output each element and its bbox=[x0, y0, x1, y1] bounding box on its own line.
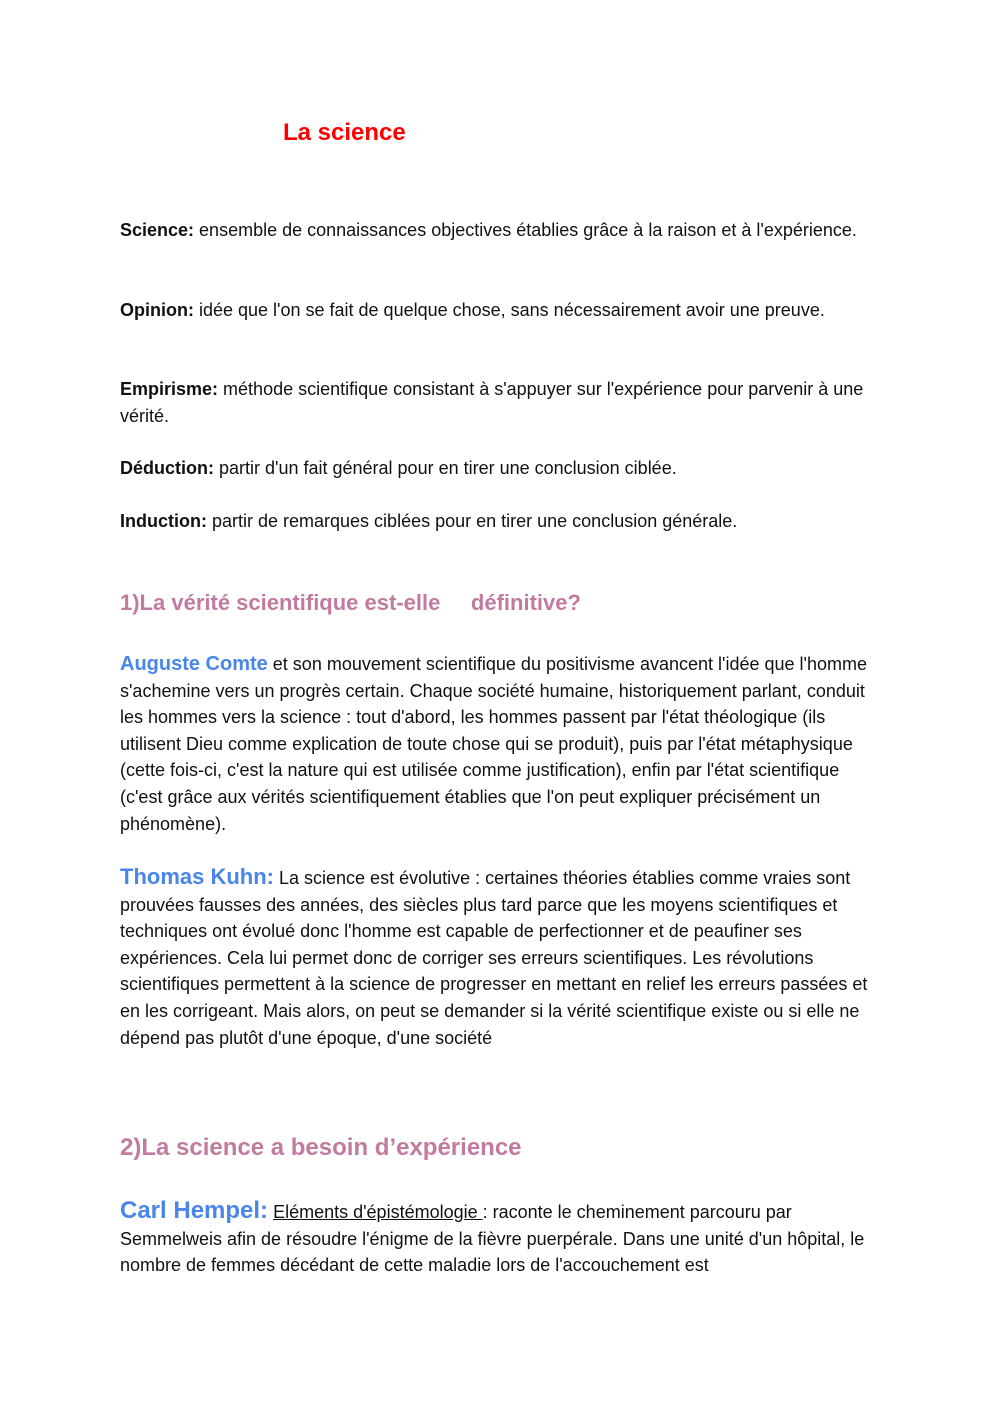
definition-deduction bbox=[120, 455, 870, 482]
section-heading-2: 2)La science a besoin d’expérience bbox=[120, 1134, 522, 1161]
definition-text: ensemble de connaissances objectives établies grâce à la raison et à l'expérience. bbox=[194, 220, 857, 240]
section-heading-1: 1)La vérité scientifique est-elle définitive? bbox=[120, 590, 581, 615]
page-title: La science bbox=[283, 119, 406, 146]
definition-term: Empirisme: bbox=[120, 379, 219, 399]
definition-text: partir de remarques ciblées pour en tirer une conclusion générale. bbox=[206, 511, 738, 531]
paragraph-text: : raconte le cheminement parcouru par Semmelweis afin de résoudre l'énigme de la fièvre puerpérale. Dans une unité d'un hôpital, le nombre de femmes décédant de cette maladie lors de l'accouchement est bbox=[120, 1202, 865, 1276]
definition-empirisme bbox=[120, 376, 870, 429]
author-name: Carl Hempel: bbox=[120, 1197, 269, 1224]
definition-term: Science: bbox=[120, 220, 195, 240]
paragraph-hempel bbox=[120, 1198, 875, 1279]
definition-term: Opinion: bbox=[120, 300, 194, 320]
paragraph-text: La science est évolutive : certaines théories établies comme vraies sont prouvées fausses des années, des siècles plus tard parce que les moyens scientifiques et techniques ont évolué donc l'homme est capable de perfectionner et de peaufiner ses expériences. Cela lui permet donc de corriger ses erreurs scientifiques. Les révolutions scientifiques permettent à la science de progresser en mettant en relief les erreurs passées et en les corrigeant. Mais alors, on peut se demander si la vérité scientifique existe ou si elle ne dépend pas plutôt d'une époque, d'une société bbox=[120, 868, 868, 1048]
definition-term: Induction: bbox=[120, 511, 207, 531]
definition-induction bbox=[120, 508, 870, 535]
work-title: Eléments d'épistémologie bbox=[273, 1202, 483, 1222]
paragraph-text: et son mouvement scientifique du positivisme avancent l'idée que l'homme s'achemine vers un progrès certain. Chaque société humaine, historiquement parlant, conduit les hommes vers la science : tout d'abord, les hommes passent par l'état théologique (ils utilisent Dieu comme explication de toute chose qui se produit), puis par l'état métaphysique (cette fois-ci, c'est la nature qui est utilisée comme justification), enfin par l'état scientifique (c'est grâce aux vérités scientifiquement établies que l'on peut expliquer précisément un phénomène). bbox=[120, 654, 867, 834]
paragraph-comte bbox=[120, 651, 875, 837]
author-name: Auguste Comte bbox=[120, 653, 268, 675]
author-name: Thomas Kuhn: bbox=[120, 864, 274, 889]
definition-term: Déduction: bbox=[120, 458, 214, 478]
definition-science bbox=[120, 217, 870, 244]
definition-text: idée que l'on se fait de quelque chose, sans nécessairement avoir une preuve. bbox=[193, 300, 825, 320]
paragraph-kuhn bbox=[120, 864, 875, 1051]
definition-opinion bbox=[120, 297, 870, 324]
definition-text: partir d'un fait général pour en tirer une conclusion ciblée. bbox=[214, 458, 677, 478]
definition-text: méthode scientifique consistant à s'appuyer sur l'expérience pour parvenir à une vérité. bbox=[120, 379, 864, 426]
